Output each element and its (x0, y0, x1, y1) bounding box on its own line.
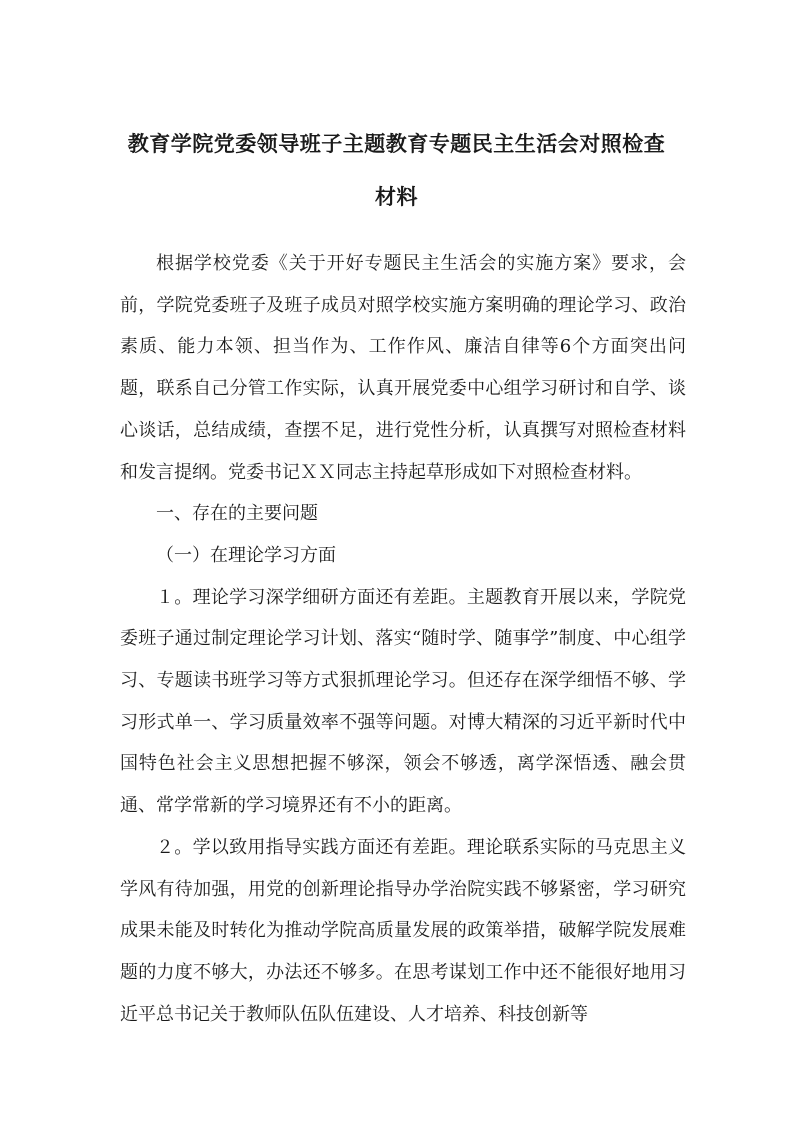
document-body (120, 243, 686, 1035)
intro-paragraph: 根据学校党委《关于开好专题民主生活会的实施方案》要求，会前，学院党委班子及班子成员对照学校实施方案明确的理论学习、政治素质、能力本领、担当作为、工作作风、廉洁自律等6个方面突出问题，联系自己分管工作实际，认真开展党委中心组学习研讨和自学、谈心谈话，总结成绩，查摆不足，进行党性分析，认真撰写对照检查材料和发言提纲。党委书记ＸＸ同志主持起草形成如下对照检查材料。 (120, 253, 686, 483)
document-title-line-2: 材料 (375, 184, 418, 209)
subsection-heading-theory-study: （一）在理论学习方面 (156, 544, 336, 566)
document-title-line-1: 教育学院党委领导班子主题教育专题民主生活会对照检查 (127, 131, 666, 156)
section-heading-main-problems: 一、存在的主要问题 (156, 503, 318, 525)
item-paragraph-1: １。理论学习深学细研方面还有差距。主题教育开展以来，学院党委班子通过制定理论学习计划、落实“随时学、随事学”制度、中心组学习、专题读书班学习等方式狠抓理论学习。但还存在深学细悟不够、学习形式单一、学习质量效率不强等问题。对博大精深的习近平新时代中国特色社会主义思想把握不够深，领会不够透，离学深悟透、融会贯通、常学常新的学习境界还有不小的距离。 (120, 586, 686, 817)
item-paragraph-2: ２。学以致用指导实践方面还有差距。理论联系实际的马克思主义学风有待加强，用党的创新理论指导办学治院实践不够紧密，学习研究成果未能及时转化为推动学院高质量发展的政策举措，破解学院发展难题的力度不够大，办法还不够多。在思考谋划工作中还不能很好地用习近平总书记关于教师队伍队伍建设、人才培养、科技创新等 (120, 836, 686, 1025)
